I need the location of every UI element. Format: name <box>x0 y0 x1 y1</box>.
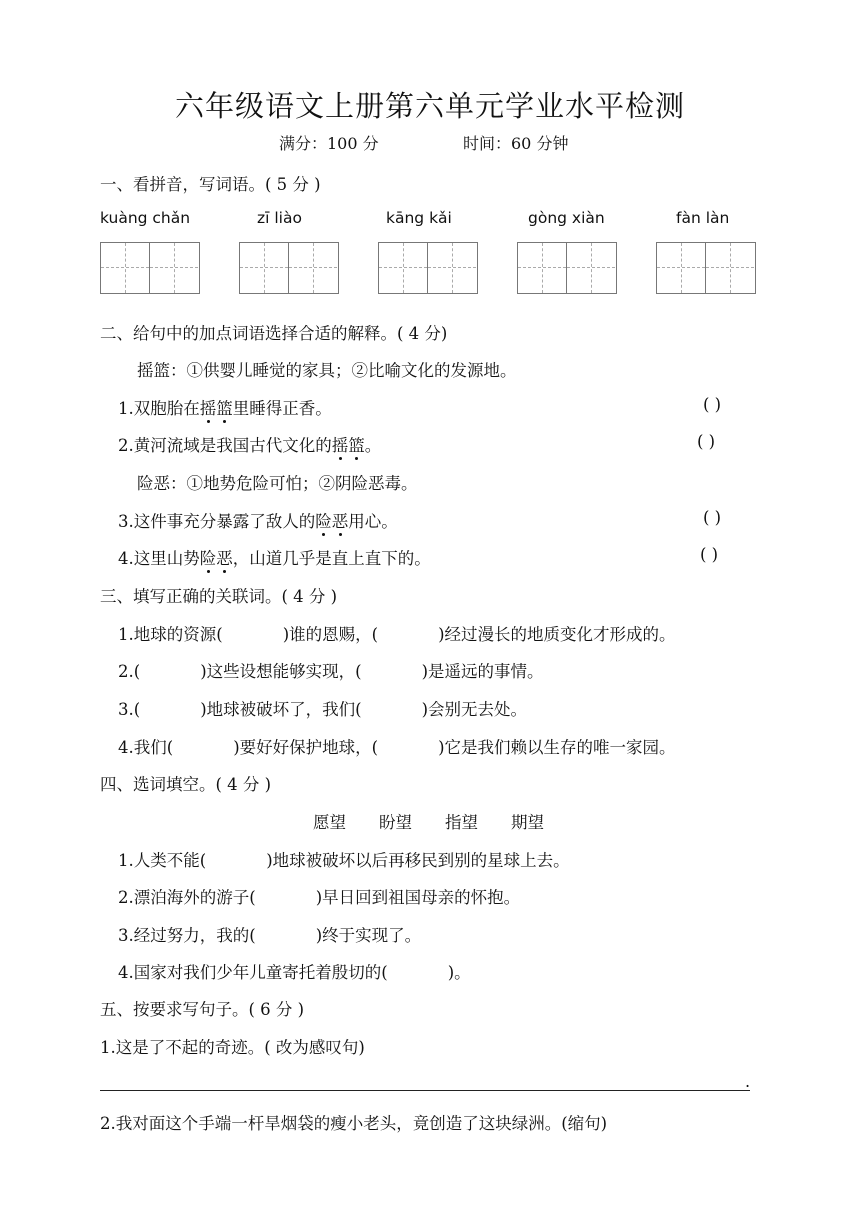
dotted-char: 险 <box>315 512 332 531</box>
tianzige-box-1[interactable] <box>100 242 200 294</box>
dotted-char: 篮 <box>348 436 365 455</box>
dotted-char: 摇 <box>331 436 349 455</box>
dotted-char: 篮 <box>216 399 233 418</box>
pinyin-3: kāng kǎi <box>386 209 452 227</box>
question-3-3: 3.( )地球被破坏了，我们( )会别无去处。 <box>118 700 527 719</box>
definition-xiane: 险恶：①地势危险可怕；②阴险恶毒。 <box>137 474 418 493</box>
question-3-4: 4.我们( )要好好保护地球，( )它是我们赖以生存的唯一家园。 <box>118 738 676 757</box>
section1-heading: 一、看拼音，写词语。( 5 分 ) <box>100 175 321 194</box>
section3-heading: 三、填写正确的关联词。( 4 分 ) <box>100 587 338 606</box>
question-3-2: 2.( )这些设想能够实现，( )是遥远的事情。 <box>118 662 544 681</box>
exam-time: 时间：60 分钟 <box>463 134 569 153</box>
page-title: 六年级语文上册第六单元学业水平检测 <box>174 89 685 123</box>
pinyin-4: gòng xiàn <box>528 209 605 227</box>
question-2-2: 2.黄河流域是我国古代文化的摇篮。 <box>118 436 382 455</box>
dotted-char: 恶 <box>216 549 233 568</box>
tianzige-box-4[interactable] <box>517 242 617 294</box>
pinyin-1: kuàng chǎn <box>100 209 191 227</box>
question-2-3: 3.这件事充分暴露了敌人的险恶用心。 <box>118 512 398 531</box>
answer-paren-2-1[interactable]: ( ) <box>703 395 722 414</box>
question-4-4: 4.国家对我们少年儿童寄托着殷切的( )。 <box>118 963 471 982</box>
question-3-1: 1.地球的资源( )谁的恩赐，( )经过漫长的地质变化才形成的。 <box>118 625 676 644</box>
answer-line[interactable] <box>100 1090 750 1091</box>
answer-paren-2-4[interactable]: ( ) <box>700 545 719 564</box>
question-2-4: 4.这里山势险恶，山道几乎是直上直下的。 <box>118 549 431 568</box>
section5-heading: 五、按要求写句子。( 6 分 ) <box>100 1000 305 1019</box>
question-4-3: 3.经过努力，我的( )终于实现了。 <box>118 926 422 945</box>
tianzige-box-2[interactable] <box>239 242 339 294</box>
word-choice-2: 盼望 <box>379 813 412 832</box>
definition-yaolan: 摇篮：①供婴儿睡觉的家具；②比喻文化的发源地。 <box>137 361 517 380</box>
pinyin-5: fàn làn <box>676 209 730 227</box>
dotted-char: 摇 <box>199 399 217 418</box>
question-5-1: 1.这是了不起的奇迹。( 改为感叹句) <box>100 1038 365 1057</box>
word-choice-3: 指望 <box>445 813 478 832</box>
word-choice-4: 期望 <box>511 813 544 832</box>
answer-period: . <box>745 1072 751 1091</box>
word-choice-1: 愿望 <box>313 813 346 832</box>
full-score: 满分：100 分 <box>279 134 379 153</box>
section4-heading: 四、选词填空。( 4 分 ) <box>100 775 272 794</box>
question-4-1: 1.人类不能( )地球被破坏以后再移民到别的星球上去。 <box>118 851 570 870</box>
answer-paren-2-3[interactable]: ( ) <box>703 508 722 527</box>
tianzige-box-3[interactable] <box>378 242 478 294</box>
dotted-char: 恶 <box>331 512 349 531</box>
pinyin-2: zī liào <box>257 209 302 227</box>
dotted-char: 险 <box>199 549 217 568</box>
question-4-2: 2.漂泊海外的游子( )早日回到祖国母亲的怀抱。 <box>118 888 521 907</box>
answer-paren-2-2[interactable]: ( ) <box>697 432 716 451</box>
tianzige-box-5[interactable] <box>656 242 756 294</box>
question-2-1: 1.双胞胎在摇篮里睡得正香。 <box>118 399 332 418</box>
question-5-2: 2.我对面这个手端一杆旱烟袋的瘦小老头，竟创造了这块绿洲。(缩句) <box>100 1114 608 1133</box>
section2-heading: 二、给句中的加点词语选择合适的解释。( 4 分) <box>100 324 448 343</box>
